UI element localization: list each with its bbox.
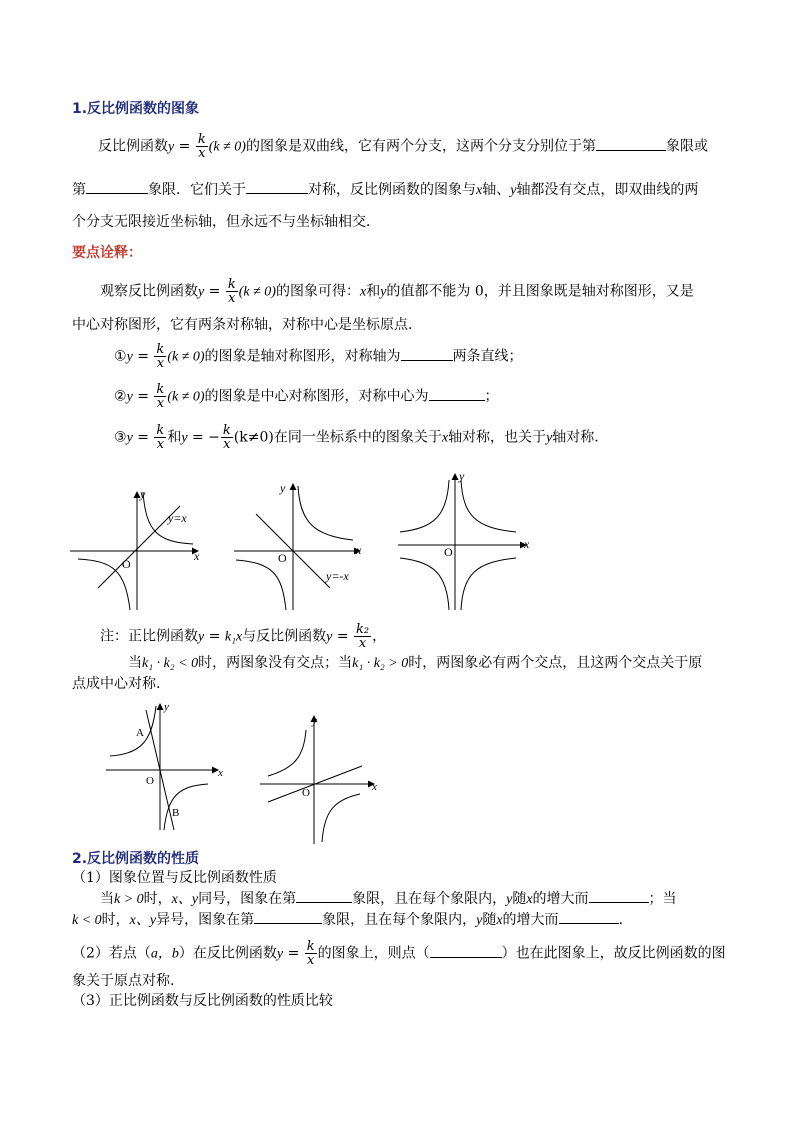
text: 象限，且在每个象限内， — [352, 891, 507, 907]
eq: = — [132, 429, 154, 446]
den: x — [307, 953, 315, 968]
key-item2 — [114, 383, 499, 410]
section2-sub2-cont: 象关于原点对称. — [72, 973, 175, 989]
blank-axes — [401, 348, 453, 361]
label-origin: O — [302, 787, 310, 799]
text: 轴都没有交点，即双曲线的两 — [516, 182, 699, 198]
text: 反比例函数 — [98, 138, 168, 155]
var-y: y — [168, 139, 175, 155]
fraction-k-over-x — [196, 133, 208, 160]
label-x: x — [524, 537, 530, 551]
text: ）也在此图象上，故反比例函数的图 — [501, 945, 726, 962]
label-y-equals-x: y=x — [168, 511, 187, 525]
blank-trend-neg — [559, 911, 619, 924]
text: 轴对称. — [552, 429, 599, 446]
cond: (k ≠ 0) — [167, 389, 205, 405]
var-y: y — [126, 430, 133, 446]
expr: k > 0 — [114, 892, 144, 907]
text: 的图象上，则点（ — [317, 945, 430, 962]
text: 的增大而 — [532, 891, 589, 907]
label-origin: O — [278, 551, 287, 565]
var-x: x — [476, 183, 483, 198]
text: 的图象是双曲线，它有两个分支，这两个分支分别位于第 — [245, 138, 596, 155]
hyperbola-branch-q2 — [110, 706, 156, 756]
fraction-k-over-x — [154, 343, 166, 370]
graph-no-intersection — [106, 704, 218, 830]
section2-sub3: （3）正比例函数与反比例函数的性质比较 — [72, 993, 333, 1009]
cond: (k ≠ 0) — [167, 349, 205, 365]
text: 轴、 — [482, 182, 511, 198]
blank-quadrant-2 — [86, 181, 148, 194]
hyperbola-branch-q3 — [236, 560, 286, 610]
label-point-a: A — [136, 727, 144, 739]
cond: (k ≠ 0) — [238, 284, 276, 300]
label-y: y — [164, 701, 169, 713]
eq: = — [174, 138, 195, 155]
note-line3: 点成中心对称. — [72, 676, 161, 692]
text: 两条直线； — [452, 348, 523, 365]
text: . — [618, 912, 623, 928]
den: x — [198, 146, 206, 161]
text: 注：正比例函数 — [100, 628, 198, 645]
text: 时，两图象没有交点；当 — [198, 655, 353, 671]
var-x: x — [359, 284, 367, 300]
text: 象限，且在每个象限内， — [322, 912, 477, 928]
hyperbola-branch-q4 — [164, 784, 208, 830]
text: 轴对称，也关于 — [448, 429, 547, 446]
text: 的值都不能为 0，并且图象既是轴对称图形，又是 — [386, 283, 694, 300]
text: ， — [372, 628, 387, 645]
num: k — [156, 342, 165, 357]
note-line1 — [100, 623, 386, 650]
text: 同号，图象在第 — [198, 891, 297, 907]
key-item1 — [114, 343, 523, 370]
text: 和 — [366, 283, 381, 300]
var-y: y — [198, 629, 205, 645]
var-y: y — [510, 183, 517, 198]
section2-line1 — [100, 888, 677, 908]
blank-center — [429, 388, 485, 401]
hyperbola-branch-q2 — [400, 480, 449, 532]
expr: a，b — [150, 946, 179, 962]
expr: k₁x — [224, 629, 243, 645]
expr: k₁ · k₂ < 0 — [142, 656, 199, 671]
text: 的图象是中心对称图形，对称中心为 — [204, 388, 429, 405]
expr: x、y — [171, 892, 199, 907]
den: x — [223, 437, 231, 452]
label-point-b: B — [172, 807, 180, 819]
blank-trend-pos — [589, 890, 649, 903]
text: ）在反比例函数 — [178, 945, 277, 962]
var-y: y — [546, 430, 553, 446]
section2-sub1: （1）图象位置与反比例函数性质 — [72, 870, 277, 886]
var-y: y — [126, 389, 133, 405]
key-item3 — [114, 424, 599, 451]
eq: = — [204, 283, 225, 300]
section1-line2 — [72, 179, 698, 199]
text: 时，两图象必有两个交点，且这两个交点关于原 — [408, 655, 703, 671]
den: x — [358, 636, 367, 651]
eq: = — [132, 348, 154, 365]
hyperbola-branch-q1 — [298, 486, 353, 540]
cond: (k ≠ 0) — [208, 139, 246, 155]
var-y: y — [476, 913, 483, 928]
den: x — [156, 396, 165, 411]
text: （2）若点（ — [72, 945, 151, 962]
text: 随 — [482, 912, 497, 928]
fraction-k-over-x — [154, 424, 166, 451]
text: 象限或 — [665, 138, 708, 155]
fraction-k-over-x — [154, 383, 166, 410]
section1-line1 — [98, 133, 708, 160]
blank-quadrant-pos — [296, 890, 352, 903]
fraction-k2-over-x — [354, 623, 371, 650]
label-origin: O — [444, 545, 453, 559]
text: 当 — [128, 655, 142, 671]
num: ② — [114, 388, 127, 405]
text: 异号，图象在第 — [156, 912, 255, 928]
label-x: x — [218, 767, 223, 779]
eq: = − — [187, 429, 220, 446]
intersection-graphs — [100, 696, 390, 846]
text: 观察反比例函数 — [100, 283, 198, 300]
text: 和 — [167, 429, 182, 446]
label-y: y — [459, 470, 465, 483]
label-origin: O — [146, 775, 154, 787]
num: k — [222, 423, 231, 438]
num: k — [156, 423, 165, 438]
text: ； — [484, 388, 499, 405]
var-y: y — [126, 349, 133, 365]
var-y: y — [326, 629, 333, 645]
var-x: x — [526, 892, 533, 907]
expr: x、y — [129, 913, 157, 928]
text: 对称，反比例函数的图象与 — [308, 182, 476, 198]
blank-point — [430, 945, 502, 958]
label-y-equals-neg-x: y=-x — [326, 569, 349, 583]
graph-yx — [70, 492, 198, 610]
fraction-k-over-x — [305, 940, 317, 967]
num: ① — [114, 348, 127, 365]
eq: = — [283, 945, 304, 962]
section2-line2 — [72, 909, 623, 929]
den: x — [156, 437, 165, 452]
num: k — [306, 939, 315, 954]
var-y: y — [276, 946, 284, 962]
var-x: x — [441, 430, 449, 446]
hyperbola-branch-q4 — [461, 558, 516, 610]
text: 的图象可得： — [275, 283, 360, 300]
text: 时， — [101, 912, 130, 928]
num: k₂ — [356, 622, 370, 637]
num: ③ — [114, 429, 127, 446]
hyperbola-branch-q3 — [400, 558, 449, 610]
var-y: y — [198, 284, 205, 300]
hyperbola-branch-q2-left — [268, 730, 306, 776]
text: 随 — [512, 891, 527, 907]
hyperbola-branch-q1 — [461, 480, 516, 532]
text: 的图象是轴对称图形，对称轴为 — [204, 348, 401, 365]
section1-line3: 个分支无限接近坐标轴，但永远不与坐标轴相交． — [72, 214, 380, 230]
text: 时， — [143, 891, 172, 907]
label-y: y — [280, 481, 286, 495]
var-y: y — [506, 892, 513, 907]
expr: k₁ · k₂ > 0 — [352, 656, 409, 671]
var-x: x — [496, 913, 503, 928]
var-y: y — [380, 284, 387, 300]
text: 当 — [100, 891, 114, 907]
section1-title: 1.反比例函数的图象 — [72, 101, 200, 117]
label-x: x — [356, 543, 362, 557]
eq: = — [332, 628, 354, 645]
text: (k≠0)在同一坐标系中的图象关于 — [233, 429, 442, 446]
key-line2: 中心对称图形，它有两条对称轴，对称中心是坐标原点． — [72, 317, 422, 333]
text: 第 — [72, 182, 86, 198]
blank-quadrant-neg — [254, 911, 322, 924]
section2-sub2 — [72, 940, 726, 967]
den: x — [156, 356, 165, 371]
eq: = — [204, 628, 225, 645]
text: 与反比例函数 — [242, 628, 327, 645]
fraction-k-over-x — [221, 424, 233, 451]
num: k — [197, 132, 206, 147]
hyperbola-branch-right — [322, 794, 360, 842]
text: 象限．它们关于 — [148, 182, 246, 198]
fraction-k-over-x — [226, 278, 238, 305]
num: k — [227, 277, 236, 292]
label-origin: O — [122, 557, 131, 571]
den: x — [228, 291, 236, 306]
graph-y-neg-x — [234, 484, 360, 610]
hyperbola-graphs — [68, 470, 538, 620]
blank-quadrant-1 — [596, 138, 666, 151]
label-y: y — [140, 487, 146, 501]
text: 的增大而 — [502, 912, 559, 928]
graph-four-branches — [398, 474, 526, 610]
note-line2 — [128, 652, 702, 672]
section2-title: 2.反比例函数的性质 — [72, 851, 200, 867]
text: ；当 — [648, 891, 677, 907]
key-points-title: 要点诠释： — [72, 245, 142, 261]
label-y: y — [312, 715, 317, 727]
var-y: y — [181, 430, 188, 446]
key-line1 — [100, 278, 694, 305]
num: k — [156, 382, 165, 397]
eq: = — [132, 388, 154, 405]
blank-symmetry — [246, 181, 308, 194]
label-x: x — [194, 549, 200, 563]
label-x: x — [372, 781, 377, 793]
graph-two-intersections — [260, 716, 374, 844]
expr: k < 0 — [72, 913, 102, 928]
